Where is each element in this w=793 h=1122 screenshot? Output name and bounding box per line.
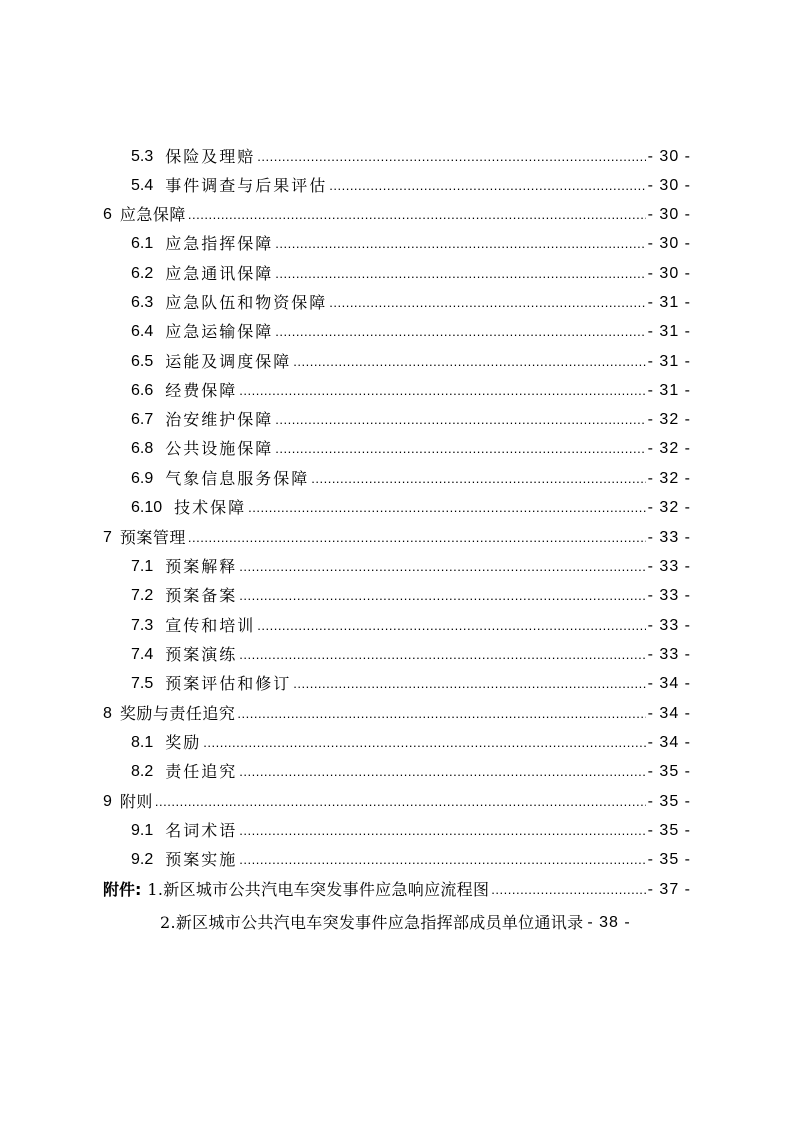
toc-entry-title: 经费保障 xyxy=(165,381,238,400)
toc-leader-dots xyxy=(275,410,645,430)
toc-leader-dots xyxy=(257,616,645,636)
toc-leader-dots xyxy=(491,880,645,900)
toc-entry-page: - 33 - xyxy=(647,617,691,634)
toc-entry-title: 应急队伍和物资保障 xyxy=(165,293,328,312)
toc-entry[interactable] xyxy=(131,346,691,372)
toc-entry-page: - 34 - xyxy=(647,734,691,751)
toc-entry-number: 6.7 xyxy=(131,411,154,428)
toc-entry-page: - 31 - xyxy=(647,294,691,311)
toc-entry-page: - 32 - xyxy=(647,440,691,457)
toc-entry-number: 6.5 xyxy=(131,353,154,370)
toc-leader-dots xyxy=(248,498,646,518)
toc-leader-dots xyxy=(329,293,645,313)
toc-entry-page: - 34 - xyxy=(647,705,691,722)
toc-entry[interactable] xyxy=(131,258,691,284)
toc-entry-number: 6.9 xyxy=(131,470,154,487)
toc-leader-dots xyxy=(293,674,645,694)
toc-entry-title: 保险及理赔 xyxy=(165,147,256,166)
toc-entry-number: 6.2 xyxy=(131,265,154,282)
toc-entry-number: 7.1 xyxy=(131,558,154,575)
toc-leader-dots xyxy=(239,381,645,401)
toc-entry-title: 应急运输保障 xyxy=(165,322,274,341)
toc-entry-title: 预案解释 xyxy=(165,557,238,576)
toc-leader-dots xyxy=(155,792,646,812)
toc-entry-title: 预案实施 xyxy=(165,850,238,869)
attachment-title: 2.新区城市公共汽电车突发事件应急指挥部成员单位通讯录 xyxy=(160,913,584,932)
toc-entry-number: 6.6 xyxy=(131,382,154,399)
toc-entry-number: 6 xyxy=(103,206,112,223)
toc-entry-title: 宣传和培训 xyxy=(165,616,256,635)
toc-entry[interactable] xyxy=(131,551,691,577)
toc-entry[interactable] xyxy=(131,463,691,489)
toc-leader-dots xyxy=(188,528,646,548)
toc-entry-number: 6.4 xyxy=(131,323,154,340)
toc-entry-number: 5.3 xyxy=(131,148,154,165)
toc-entry[interactable] xyxy=(103,698,691,724)
toc-entry[interactable] xyxy=(131,404,691,430)
toc-leader-dots xyxy=(239,586,645,606)
toc-entry-page: - 31 - xyxy=(647,382,691,399)
toc-leader-dots xyxy=(293,352,645,372)
toc-entry-number: 5.4 xyxy=(131,177,154,194)
toc-entry-page: - 33 - xyxy=(647,558,691,575)
toc-leader-dots xyxy=(203,733,645,753)
toc-entry-title: 预案备案 xyxy=(165,586,238,605)
toc-entry[interactable] xyxy=(131,492,691,518)
toc-entry[interactable] xyxy=(131,316,691,342)
toc-entry-number: 6.10 xyxy=(131,499,163,516)
toc-entry-page: - 31 - xyxy=(647,323,691,340)
toc-entry-page: - 30 - xyxy=(647,177,691,194)
toc-leader-dots xyxy=(188,205,646,225)
toc-entry[interactable] xyxy=(131,375,691,401)
toc-leader-dots xyxy=(329,176,645,196)
toc-leader-dots xyxy=(239,821,645,841)
toc-entry[interactable] xyxy=(131,668,691,694)
toc-leader-dots xyxy=(239,850,645,870)
toc-entry-page: - 35 - xyxy=(647,851,691,868)
toc-entry-title: 应急指挥保障 xyxy=(165,234,274,253)
toc-entry-title: 预案评估和修订 xyxy=(165,674,292,693)
toc-entry-number: 8.1 xyxy=(131,734,154,751)
toc-entry[interactable] xyxy=(131,844,691,870)
toc-entry-number: 7.3 xyxy=(131,617,154,634)
toc-entry-number: 7.2 xyxy=(131,587,154,604)
attachment-title: 1.新区城市公共汽电车突发事件应急响应流程图 xyxy=(147,880,490,899)
toc-entry-page: - 33 - xyxy=(647,587,691,604)
toc-entry[interactable] xyxy=(131,141,691,167)
attachment-page: - 37 - xyxy=(647,881,691,898)
toc-entry-title: 预案演练 xyxy=(165,645,238,664)
toc-entry-page: - 30 - xyxy=(647,265,691,282)
toc-entry-title: 奖励 xyxy=(165,733,202,752)
toc-leader-dots xyxy=(239,645,645,665)
toc-entry-title: 运能及调度保障 xyxy=(165,352,292,371)
toc-entry-number: 7.5 xyxy=(131,675,154,692)
toc-entry-page: - 35 - xyxy=(647,763,691,780)
toc-entry[interactable] xyxy=(131,287,691,313)
toc-entry-page: - 33 - xyxy=(647,529,691,546)
toc-entry[interactable] xyxy=(131,228,691,254)
toc-entry-title: 公共设施保障 xyxy=(165,439,274,458)
attachment-page: - 38 - xyxy=(587,914,631,931)
toc-entry[interactable] xyxy=(131,580,691,606)
toc-entry-title: 责任追究 xyxy=(165,762,238,781)
toc-entry-number: 9.2 xyxy=(131,851,154,868)
toc-entry-number: 9.1 xyxy=(131,822,154,839)
toc-entry-number: 6.8 xyxy=(131,440,154,457)
toc-entry-number: 6.1 xyxy=(131,235,154,252)
toc-entry[interactable] xyxy=(131,610,691,636)
attachment-entry[interactable] xyxy=(103,874,691,900)
toc-entry[interactable] xyxy=(103,786,691,812)
toc-entry-number: 7.4 xyxy=(131,646,154,663)
toc-entry-title: 预案管理 xyxy=(119,528,186,547)
toc-entry-page: - 32 - xyxy=(647,499,691,516)
toc-entry-number: 8.2 xyxy=(131,763,154,780)
toc-entry-page: - 30 - xyxy=(647,206,691,223)
toc-leader-dots xyxy=(275,234,645,254)
toc-entry[interactable] xyxy=(131,433,691,459)
toc-entry-page: - 30 - xyxy=(647,235,691,252)
toc-entry-page: - 30 - xyxy=(647,148,691,165)
toc-leader-dots xyxy=(237,704,645,724)
toc-entry-title: 事件调查与后果评估 xyxy=(165,176,328,195)
toc-entry-title: 名词术语 xyxy=(165,821,238,840)
toc-entry[interactable] xyxy=(131,756,691,782)
toc-entry-number: 9 xyxy=(103,793,112,810)
toc-leader-dots xyxy=(311,469,645,489)
toc-entry-number: 6.3 xyxy=(131,294,154,311)
toc-entry-page: - 33 - xyxy=(647,646,691,663)
toc-entry[interactable] xyxy=(103,522,691,548)
toc-entry-title: 应急通讯保障 xyxy=(165,264,274,283)
toc-entry[interactable] xyxy=(131,815,691,841)
toc-leader-dots xyxy=(239,762,645,782)
toc-entry-page: - 35 - xyxy=(647,793,691,810)
toc-entry-title: 附则 xyxy=(119,792,153,811)
toc-leader-dots xyxy=(239,557,645,577)
toc-entry-page: - 31 - xyxy=(647,353,691,370)
toc-leader-dots xyxy=(275,264,645,284)
toc-entry-page: - 35 - xyxy=(647,822,691,839)
attachment-entry[interactable] xyxy=(160,907,631,933)
toc-entry-title: 气象信息服务保障 xyxy=(165,469,310,488)
toc-leader-dots xyxy=(257,147,645,167)
toc-entry[interactable] xyxy=(131,727,691,753)
toc-entry-title: 奖励与责任追究 xyxy=(119,704,236,723)
attachments-label: 附件: xyxy=(103,880,142,899)
toc-entry[interactable] xyxy=(131,170,691,196)
toc-entry[interactable] xyxy=(131,639,691,665)
toc-leader-dots xyxy=(275,322,645,342)
toc-entry-title: 技术保障 xyxy=(174,498,247,517)
toc-entry[interactable] xyxy=(103,199,691,225)
toc-entry-page: - 34 - xyxy=(647,675,691,692)
toc-entry-title: 应急保障 xyxy=(119,205,186,224)
toc-entry-number: 7 xyxy=(103,529,112,546)
toc-leader-dots xyxy=(275,439,645,459)
toc-entry-page: - 32 - xyxy=(647,411,691,428)
toc-entry-title: 治安维护保障 xyxy=(165,410,274,429)
toc-entry-page: - 32 - xyxy=(647,470,691,487)
toc-entry-number: 8 xyxy=(103,705,112,722)
